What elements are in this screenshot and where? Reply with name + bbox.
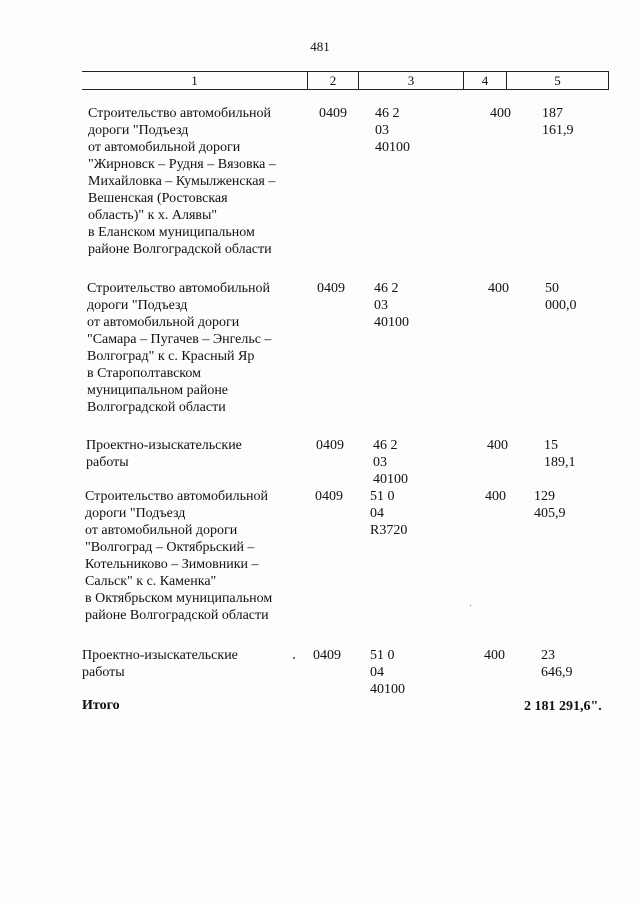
row-target: 46 2 03 40100: [374, 281, 409, 330]
row-section: 0409: [315, 489, 343, 504]
row-name: Строительство автомобильной дороги "Подъезд от автомобильной дороги "Самара – Пугачев – Энгельс – Волгоград" к с. Красный Яр в Старополтавском муниципальном районе Волгоградской области: [87, 281, 272, 415]
row-amount: 15 189,1: [544, 438, 576, 470]
total-value: 2 181 291,6".: [524, 699, 602, 714]
row-target: 46 2 03 40100: [375, 106, 410, 155]
scan-speck: [470, 605, 471, 606]
row-target: 46 2 03 40100: [373, 438, 408, 487]
row-section: 0409: [319, 106, 347, 121]
row-name: Строительство автомобильной дороги "Подъезд от автомобильной дороги "Жирновск – Рудня – Вязовка – Михайловка – Кумылженская – Вешенская (Ростовская область)" к х. Алявы" в Еланском муниципальном районе Волгоградской области: [88, 106, 276, 257]
row-amount: 23 646,9: [541, 648, 573, 680]
header-col-5: 5: [506, 72, 608, 89]
row-section: 0409: [313, 648, 341, 663]
row-section: 0409: [317, 281, 345, 296]
row-type: 400: [485, 489, 506, 504]
row-name: Проектно-изыскательские работы: [82, 648, 238, 680]
total-label: Итого: [82, 698, 120, 713]
table-header: [82, 71, 609, 90]
header-col-2: 2: [307, 72, 358, 89]
row-amount: 50 000,0: [545, 281, 577, 313]
header-col-3: 3: [358, 72, 463, 89]
row-target: 51 0 04 R3720: [370, 489, 408, 538]
page-number: 481: [310, 39, 330, 54]
scan-speck: [293, 657, 295, 659]
row-name: Проектно-изыскательские работы: [86, 438, 242, 470]
row-name: Строительство автомобильной дороги "Подъезд от автомобильной дороги "Волгоград – Октябрьский – Котельниково – Зимовники – Сальск" к с. Каменка" в Октябрьском муниципальном районе Волгоградской области: [85, 489, 273, 623]
row-type: 400: [484, 648, 505, 663]
row-target: 51 0 04 40100: [370, 648, 405, 697]
row-type: 400: [487, 438, 508, 453]
row-type: 400: [490, 106, 511, 121]
row-amount: 129 405,9: [534, 489, 566, 521]
row-section: 0409: [316, 438, 344, 453]
header-col-4: 4: [463, 72, 506, 89]
row-amount: 187 161,9: [542, 106, 574, 138]
header-col-1: 1: [191, 72, 198, 88]
row-type: 400: [488, 281, 509, 296]
